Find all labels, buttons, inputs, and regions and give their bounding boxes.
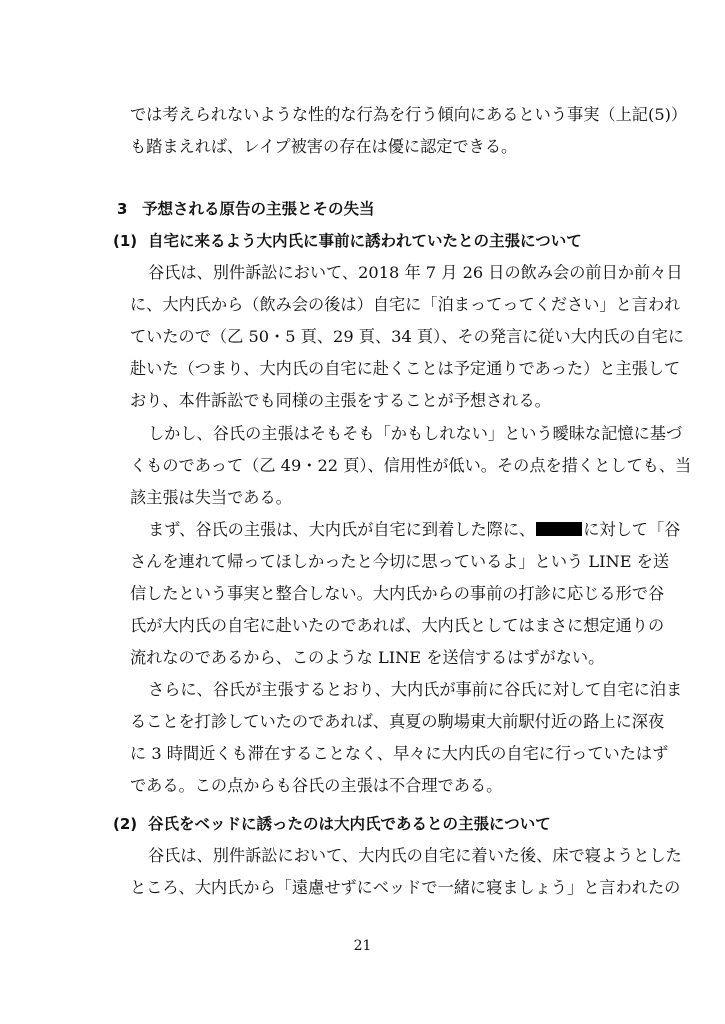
sub1-para2-line-1: しかし、谷氏の主張はそもそも「かもしれない」という曖昧な記憶に基づ [148, 424, 683, 443]
sub1-para4-line-4: である。この点からも谷氏の主張は不合理である。 [130, 776, 503, 795]
subsection-1-title: 自宅に来るよう大内氏に事前に誘われていたとの主張について [148, 232, 582, 250]
sub1-para3-line-5: 流れなのであるから、このような LINE を送信するはずがない。 [130, 648, 605, 667]
sub1-para1-line-4: 赴いた（つまり、大内氏の自宅に赴くことは予定通りであった）と主張して [130, 359, 681, 378]
sub1-para3-line-2: さんを連れて帰ってほしかったと今切に思っているよ」という LINE を送 [130, 552, 670, 571]
sub1-para3-line-3: 信したという事実と整合しない。大内氏からの事前の打診に応じる形で谷 [130, 584, 665, 603]
sub1-para2-line-2: くものであって（乙 49・22 頁）、信用性が低い。その点を措くとしても、当 [130, 456, 692, 475]
redaction-block [536, 522, 582, 536]
subsection-2-title: 谷氏をベッドに誘ったのは大内氏であるとの主張について [148, 815, 551, 833]
sub1-para3-line-1 [148, 519, 681, 541]
subsection-2-number: (2) [113, 815, 138, 833]
section-title: 予想される原告の主張とその失当 [142, 200, 375, 218]
sub1-para3-line-1-after: に対して「谷 [583, 520, 681, 539]
section-number: 3 [117, 200, 128, 218]
sub1-para2-line-3: 該主張は失当である。 [130, 488, 292, 507]
sub1-para1-line-5: おり、本件訴訟でも同様の主張をすることが予想される。 [130, 391, 551, 410]
sub2-para1-line-2: ところ、大内氏から「遠慮せずにベッドで一緒に寝ましょう」と言われたの [130, 878, 681, 897]
sub1-para1-line-2: に、大内氏から（飲み会の後は）自宅に「泊まってってください」と言われ [130, 295, 681, 314]
sub1-para3-line-1-before: まず、谷氏の主張は、大内氏が自宅に到着した際に、 [148, 520, 536, 539]
sub1-para4-line-3: に 3 時間近くも滞在することなく、早々に大内氏の自宅に行っていたはず [130, 744, 669, 763]
sub2-para1-line-1: 谷氏は、別件訴訟において、大内氏の自宅に着いた後、床で寝ようとした [148, 846, 682, 865]
sub1-para4-line-1: さらに、谷氏が主張するとおり、大内氏が事前に谷氏に対して自宅に泊ま [148, 680, 683, 699]
sub1-para1-line-3: ていたので（乙 50・5 頁、29 頁、34 頁）、その発言に従い大内氏の自宅に [130, 327, 685, 346]
sub1-para3-line-4: 氏が大内氏の自宅に赴いたのであれば、大内氏としてはまさに想定通りの [130, 616, 665, 635]
intro-line-2: も踏まえれば、レイプ被害の存在は優に認定できる。 [130, 137, 518, 156]
intro-line-1: では考えられないような性的な行為を行う傾向にあるという事実（上記(5)） [130, 105, 688, 124]
sub1-para1-line-1: 谷氏は、別件訴訟において、2018 年 7 月 26 日の飲み会の前日か前々日 [148, 263, 683, 282]
page-number: 21 [353, 938, 372, 954]
subsection-1-number: (1) [113, 232, 138, 250]
sub1-para4-line-2: ることを打診していたのであれば、真夏の駒場東大前駅付近の路上に深夜 [130, 712, 665, 731]
